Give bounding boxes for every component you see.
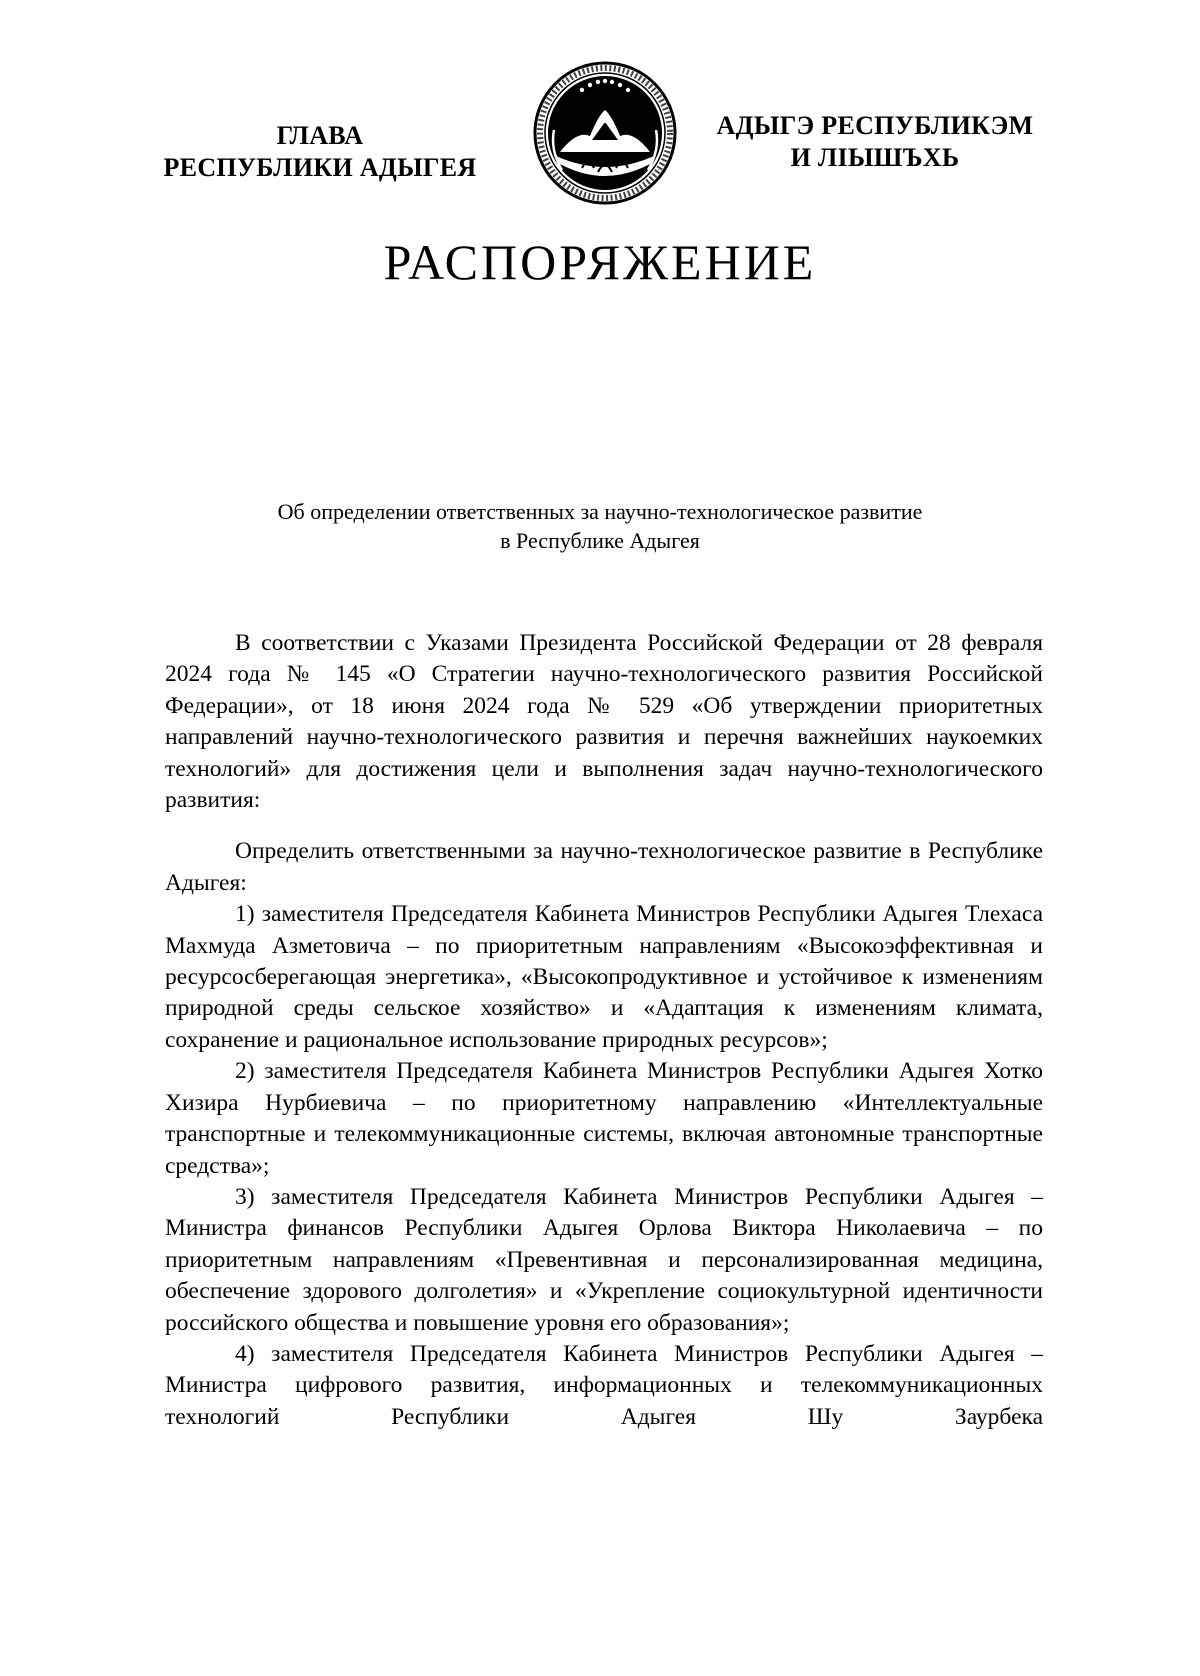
issuer-line-2: РЕСПУБЛИКИ АДЫГЕЯ xyxy=(163,153,477,182)
subject-line-1: Об определении ответственных за научно-технологическое развитие xyxy=(277,499,923,524)
issuer-line-2: И ЛІЫШЪХЬ xyxy=(790,143,960,172)
document-body xyxy=(165,628,1043,1433)
preamble-paragraph: В соответствии с Указами Президента Российской Федерации от 28 февраля 2024 года № 145 «О Стратегии научно-технологического развития Российской Федерации», от 18 июня 2024 года № 529 «Об утверждении приоритетных направлений научно-технологического развития и перечня важнейших наукоемких технологий» для достижения цели и выполнения задач научно-технологического развития: xyxy=(165,630,1043,814)
issuer-block-adyghe xyxy=(695,110,1055,174)
decision-paragraph: Определить ответственными за научно-технологическое развитие в Республике Адыгея: xyxy=(165,838,1043,896)
coat-of-arms-icon xyxy=(532,60,678,206)
issuer-block-russian xyxy=(150,120,490,184)
document-type-title: РАСПОРЯЖЕНИЕ xyxy=(383,234,817,290)
document-subject xyxy=(150,497,1050,555)
subject-line-2: в Республике Адыгея xyxy=(500,528,700,553)
list-item: 3) заместителя Председателя Кабинета Министров Республики Адыгея – Министра финансов Республики Адыгея Орлова Виктора Николаевича – по приоритетным направлениям «Превентивная и персонализированная медицина, обеспечение здорового долголетия» и «Укрепление социокультурной идентичности российского общества и повышение уровня его образования»; xyxy=(165,1183,1043,1336)
list-item: 4) заместителя Председателя Кабинета Министров Республики Адыгея – Министра цифрового развития, информационных и телекоммуникационных технологий Республики Адыгея Шу Заурбека xyxy=(165,1340,1043,1430)
issuer-line-1: АДЫГЭ РЕСПУБЛИКЭМ xyxy=(716,111,1034,140)
list-item: 1) заместителя Председателя Кабинета Министров Республики Адыгея Тлехаса Махмуда Азметовича – по приоритетным направлениям «Высокоэффективная и ресурсосберегающая энергетика», «Высокопродуктивное и устойчивое к изменениям природной среды сельское хозяйство» и «Адаптация к изменениям климата, сохранение и рациональное использование природных ресурсов»; xyxy=(165,901,1043,1053)
list-item: 2) заместителя Председателя Кабинета Министров Республики Адыгея Хотко Хизира Нурбиевича – по приоритетному направлению «Интеллектуальные транспортные и телекоммуникационные системы, включая автономные транспортные средства»; xyxy=(165,1058,1043,1179)
issuer-line-1: ГЛАВА xyxy=(276,121,364,150)
